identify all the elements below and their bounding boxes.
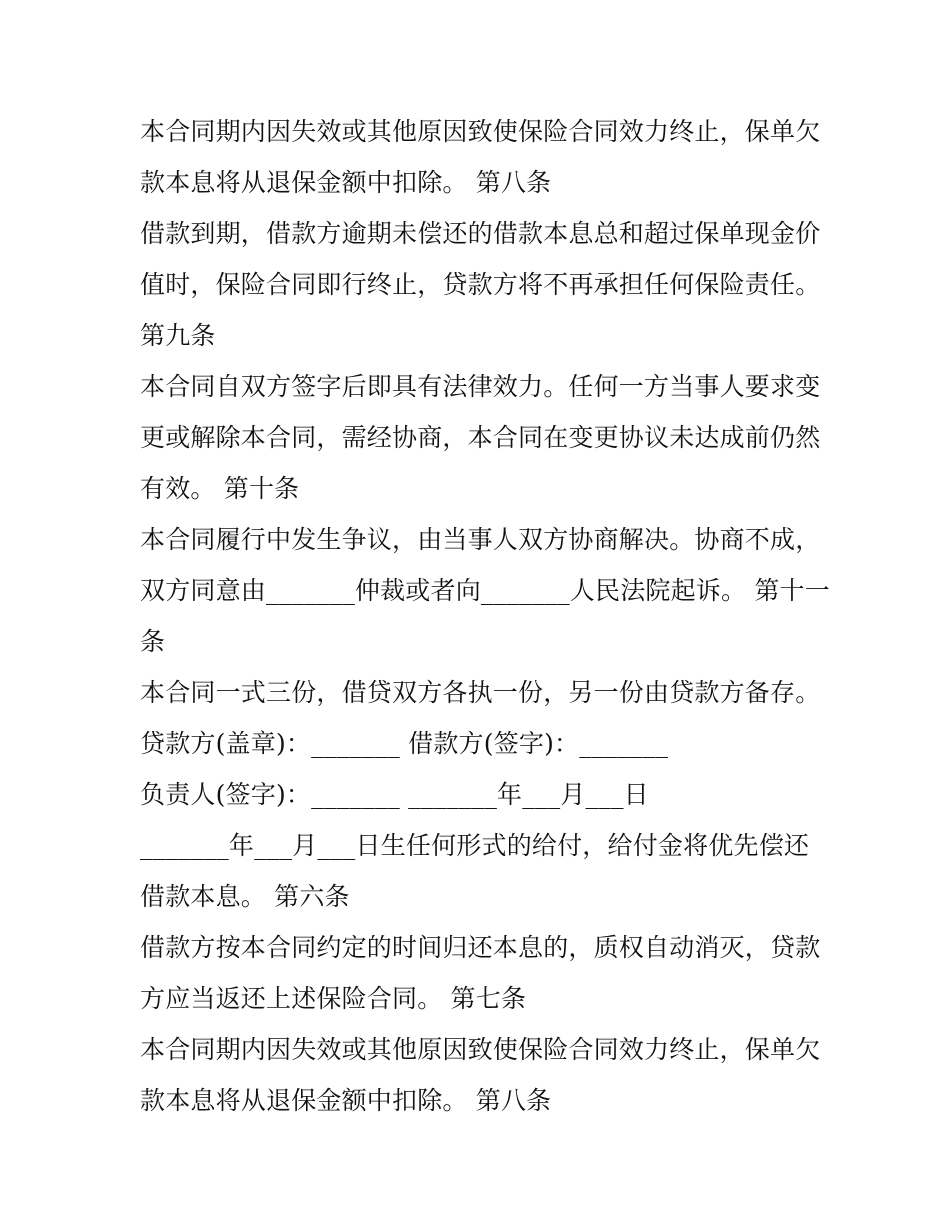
text-line: 方应当返还上述保险合同。 第七条 bbox=[140, 984, 527, 1013]
text-line: 本合同一式三份，借贷双方各执一份，另一份由贷款方备存。 bbox=[140, 678, 821, 707]
text-line: 款本息将从退保金额中扣除。 第八条 bbox=[140, 168, 552, 197]
text-line: 双方同意由_______仲裁或者向_______人民法院起诉。 第十一 bbox=[140, 576, 830, 605]
text-line: 更或解除本合同，需经协商，本合同在变更协议未达成前仍然 bbox=[140, 423, 821, 452]
text-line: 本合同期内因失效或其他原因致使保险合同效力终止，保单欠 bbox=[140, 1035, 821, 1064]
text-line: 第九条 bbox=[140, 321, 216, 350]
text-line: 有效。 第十条 bbox=[140, 474, 300, 503]
text-line: 本合同履行中发生争议，由当事人双方协商解决。协商不成， bbox=[140, 525, 821, 554]
signature-line: 贷款方(盖章)：_______ 借款方(签字)：_______ bbox=[140, 729, 669, 758]
text-line: 借款方按本合同约定的时间归还本息的，质权自动消灭，贷款 bbox=[140, 933, 821, 962]
text-line: 值时，保险合同即行终止，贷款方将不再承担任何保险责任。 bbox=[140, 270, 821, 299]
text-line: 款本息将从退保金额中扣除。 第八条 bbox=[140, 1086, 552, 1115]
text-line: 本合同期内因失效或其他原因致使保险合同效力终止，保单欠 bbox=[140, 117, 821, 146]
text-line: 借款到期，借款方逾期未偿还的借款本息总和超过保单现金价 bbox=[140, 219, 821, 248]
text-line: _______年___月___日生任何形式的给付，给付金将优先偿还 bbox=[140, 831, 810, 860]
document-body bbox=[140, 106, 830, 1126]
text-line: 条 bbox=[140, 627, 166, 656]
signature-line: 负责人(签字)：_______ _______年___月___日 bbox=[140, 780, 649, 809]
text-line: 借款本息。 第六条 bbox=[140, 882, 350, 911]
text-line: 本合同自双方签字后即具有法律效力。任何一方当事人要求变 bbox=[140, 372, 821, 401]
